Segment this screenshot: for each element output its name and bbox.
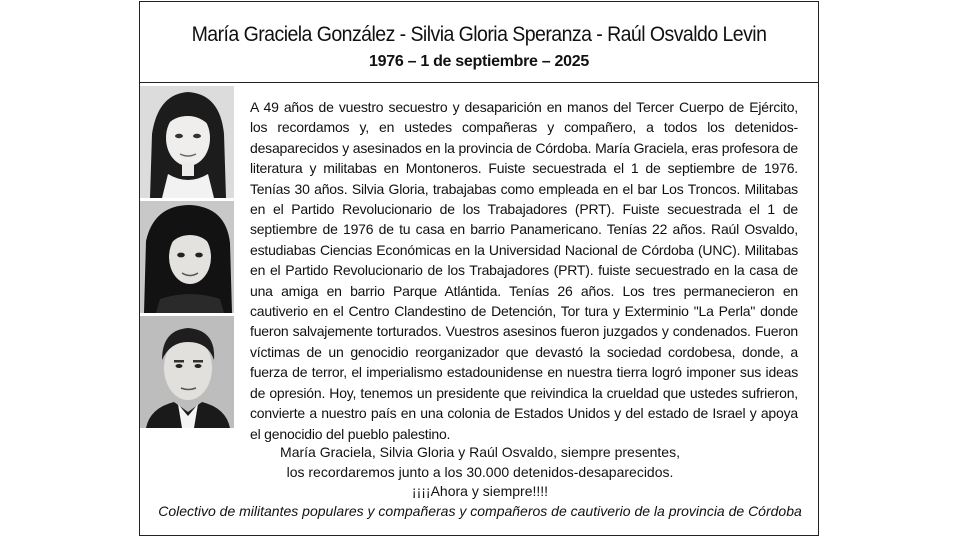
closing-line-2: los recordaremos junto a los 30.000 detenidos-desaparecidos. (286, 463, 674, 480)
notice-title: María Graciela González - Silvia Gloria Speranza - Raúl Osvaldo Levin (191, 23, 767, 46)
notice-closing (140, 443, 820, 521)
notice-dates: 1976 – 1 de septiembre – 2025 (369, 53, 589, 70)
portrait-photo-2 (140, 201, 234, 313)
notice-body: A 49 años de vuestro secuestro y desaparición en manos del Tercer Cuerpo de Ejército, los recordamos y, en ustedes compañeras y compañero, a todos los detenidos-desaparecidos y asesinados en la provincia de Córdoba. María Graciela, eras profesora de literatura y militabas en Montoneros. Fuiste secuestrada el 1 de septiembre de 1976. Tenías 30 años. Silvia Gloria, trabajabas como empleada en el bar Los Troncos. Militabas en el Partido Revolucionario de los Trabajadores (PRT). Fuiste secuestrada el 1 de septiembre de 1976 de tu casa en barrio Panamericano. Tenías 22 años. Raúl Osvaldo, estudiabas Ciencias Económicas en la Universidad Nacional de Córdoba (UNC). Militabas en el Partido Revolucionario de los Trabajadores (PRT). fuiste secuestrado en la casa de una amiga en barrio Parque Atlántida. Tenías 26 años. Los tres permanecieron en cautiverio en el Centro Clandestino de Detención, Tor tura y Exterminio "La Perla" donde fueron salvajemente torturados. Vuestros asesinos fueron juzgados y condenados. Fueron víctimas de un genocidio reorganizador que devastó la sociedad cordobesa, donde, a fuerza de terror, el imperialismo estadounidense en nuestra tierra logró imponer sus ideas de opresión. Hoy, tenemos un presidente que reivindica la crueldad que ustedes sufrieron, convierte a nuestro país en una colonia de Estados Unidos y del estado de Israel y apoya el genocidio del pueblo palestino. (250, 99, 798, 442)
closing-line-3: ¡¡¡¡Ahora y siempre!!!! (411, 483, 549, 499)
portrait-photo-3 (140, 316, 234, 428)
memorial-notice (139, 1, 819, 536)
closing-line-1: María Graciela, Silvia Gloria y Raúl Osvaldo, siempre presentes, (280, 444, 680, 460)
notice-signature: Colectivo de militantes populares y compañeras y compañeros de cautiverio de la provincia de Córdoba (158, 502, 802, 519)
photo-column (140, 86, 234, 431)
notice-header (140, 2, 818, 83)
portrait-photo-1 (140, 86, 234, 198)
